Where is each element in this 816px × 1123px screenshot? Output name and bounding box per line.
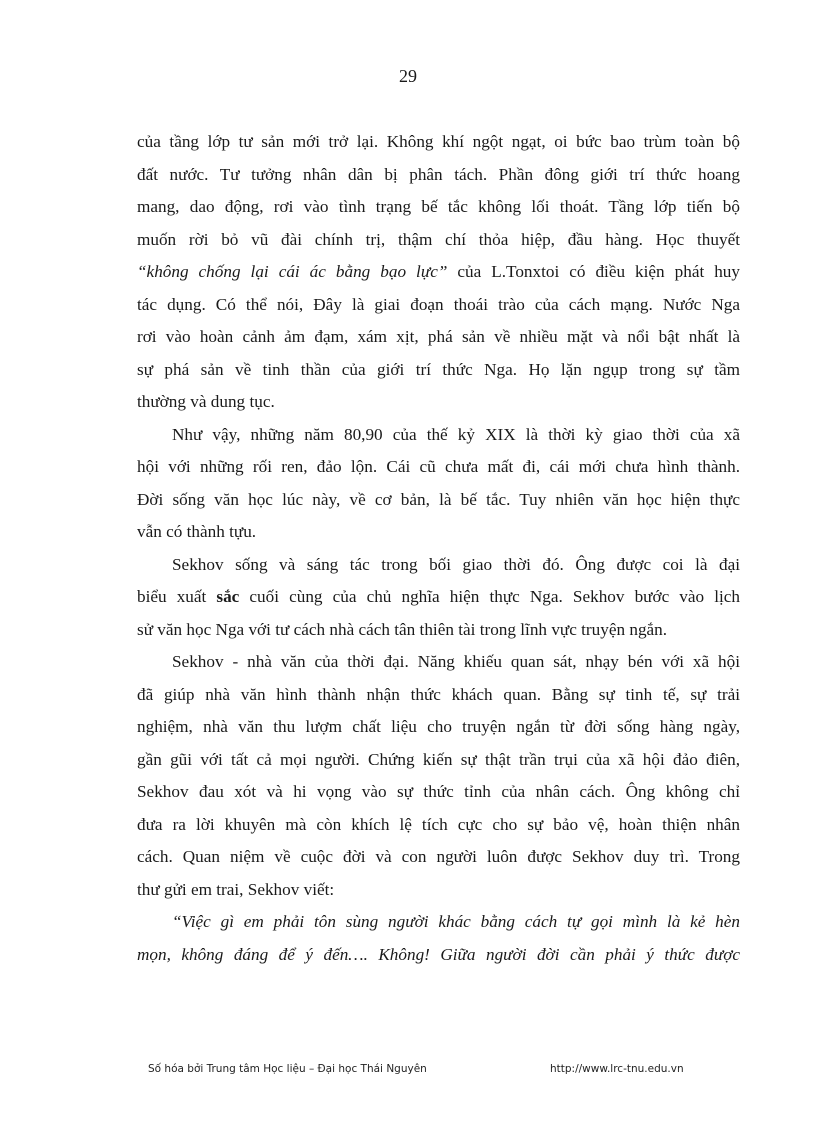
text-line: đã giúp nhà văn hình thành nhận thức khách quan. Bằng sự tinh tế, sự trải: [137, 684, 740, 704]
text-line: thư gửi em trai, Sekhov viết:: [137, 879, 335, 899]
quotation-line: mọn, không đáng để ý đến…. Không! Giữa người đời cần phải ý thức được: [137, 944, 740, 964]
bold-word: sắc: [216, 587, 240, 606]
text-line: rơi vào hoàn cảnh ảm đạm, xám xịt, phá sản về nhiều mặt và nổi bật nhất là: [137, 327, 740, 346]
text-line: sự phá sản về tinh thần của giới trí thức Nga. Họ lặn ngụp trong sự tầm: [137, 359, 740, 379]
text-line: sử văn học Nga với tư cách nhà cách tân thiên tài trong lĩnh vực truyện ngắn.: [137, 619, 668, 639]
text-line: gần gũi với tất cả mọi người. Chứng kiến sự thật trần trụi của xã hội đảo điên,: [137, 749, 740, 769]
text-line: Sekhov đau xót và hi vọng vào sự thức tỉnh của nhân cách. Ông không chỉ: [137, 782, 740, 801]
quotation-paragraph: [137, 906, 740, 971]
text-line-post: cuối cùng của chủ nghĩa hiện thực Nga. Sekhov bước vào lịch: [239, 587, 740, 606]
paragraph-3: [137, 549, 740, 647]
text-line: muốn rời bỏ vũ đài chính trị, thậm chí thỏa hiệp, đầu hàng. Học thuyết: [137, 229, 740, 249]
text-line: Sekhov sống và sáng tác trong bối giao thời đó. Ông được coi là đại: [172, 554, 740, 574]
text-line: cách. Quan niệm về cuộc đời và con người luôn được Sekhov duy trì. Trong: [137, 847, 740, 866]
text-line: mang, dao động, rơi vào tình trạng bế tắc không lối thoát. Tầng lớp tiến bộ: [137, 197, 740, 216]
text-line: Sekhov - nhà văn của thời đại. Năng khiếu quan sát, nhạy bén với xã hội: [172, 652, 740, 671]
text-line: tác dụng. Có thể nói, Đây là giai đoạn thoái trào của cách mạng. Nước Nga: [137, 294, 740, 314]
paragraph-1: [137, 126, 740, 419]
quoted-doctrine: “không chống lại cái ác bằng bạo lực”: [137, 262, 448, 281]
text-line: thường và dung tục.: [137, 392, 275, 411]
text-line: đất nước. Tư tưởng nhân dân bị phân tách. Phần đông giới trí thức hoang: [137, 164, 740, 184]
text-line: Đời sống văn học lúc này, về cơ bản, là bế tắc. Tuy nhiên văn học hiện thực: [137, 489, 740, 509]
paragraph-2: [137, 419, 740, 549]
body-text: [137, 126, 740, 971]
text-line: [137, 581, 740, 614]
footer-url: http://www.lrc-tnu.edu.vn: [550, 1063, 684, 1075]
text-line: đưa ra lời khuyên mà còn khích lệ tích cực cho sự bảo vệ, hoàn thiện nhân: [137, 814, 740, 834]
text-line: Như vậy, những năm 80,90 của thế kỷ XIX là thời kỳ giao thời của xã: [172, 424, 740, 444]
paragraph-4: [137, 646, 740, 906]
text-line: nghiệm, nhà văn thu lượm chất liệu cho truyện ngắn từ đời sống hàng ngày,: [137, 717, 740, 736]
text-line: của tầng lớp tư sản mới trở lại. Không khí ngột ngạt, oi bức bao trùm toàn bộ: [137, 132, 740, 151]
text-line: hội với những rối ren, đảo lộn. Cái cũ chưa mất đi, cái mới chưa hình thành.: [137, 457, 740, 476]
quotation-line: “Việc gì em phải tôn sùng người khác bằng cách tự gọi mình là kẻ hèn: [172, 912, 740, 931]
text-line: [137, 256, 740, 289]
footer-credit: Số hóa bởi Trung tâm Học liệu – Đại học Thái Nguyên: [148, 1063, 427, 1075]
text-line-rest: của L.Tonxtoi có điều kiện phát huy: [447, 262, 740, 281]
text-line: vẫn có thành tựu.: [137, 522, 257, 541]
text-line-pre: biểu xuất: [137, 587, 217, 606]
page-number: 29: [399, 66, 417, 86]
